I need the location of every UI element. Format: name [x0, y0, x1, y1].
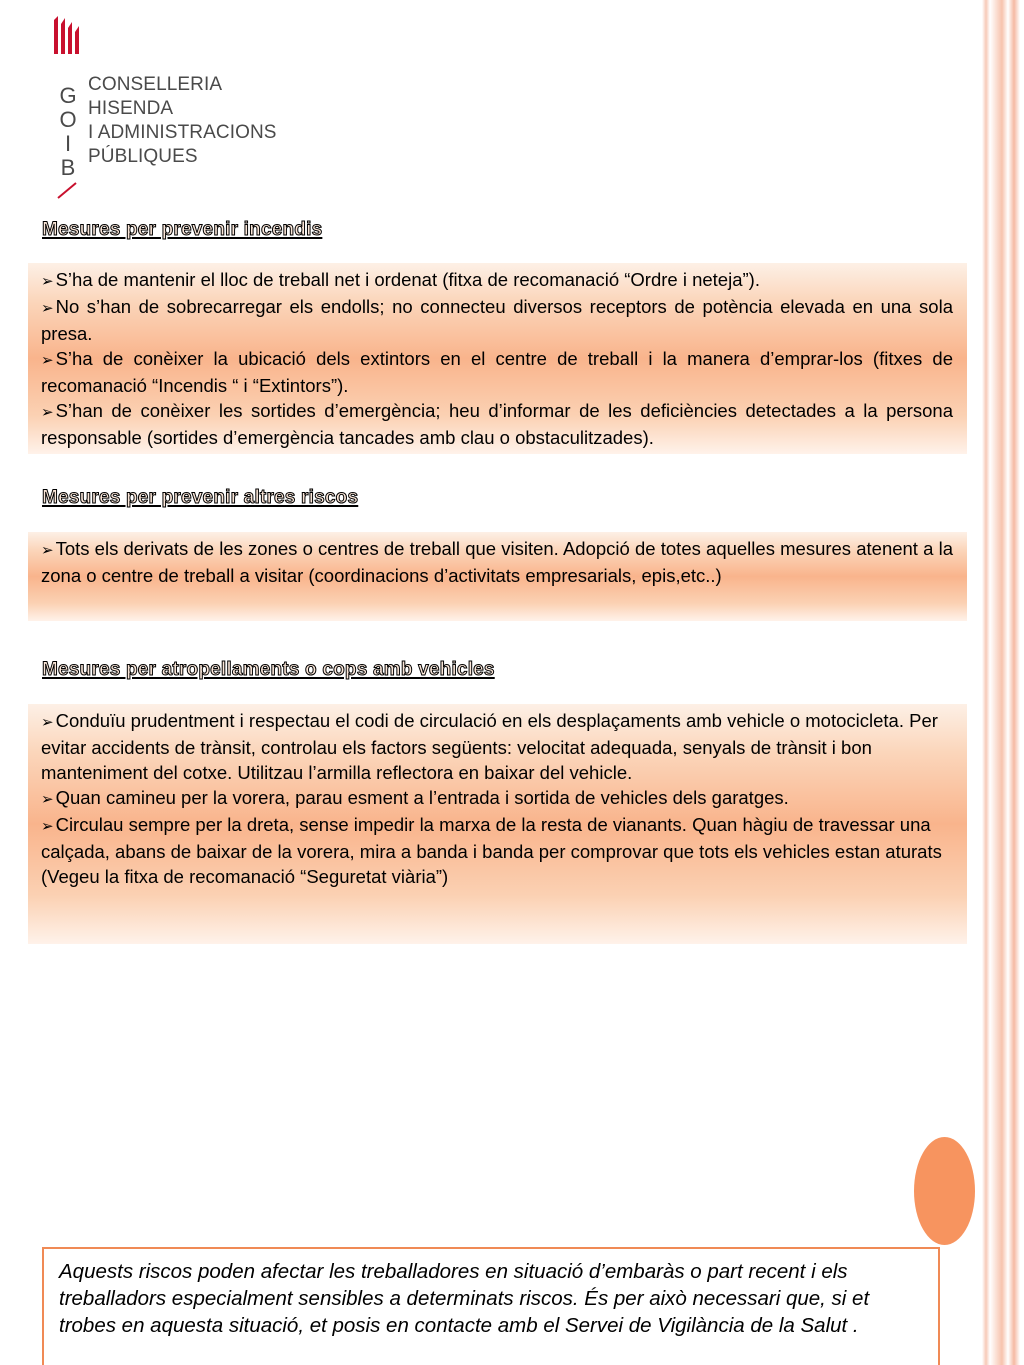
- list-item-text: S’ha de conèixer la ubicació dels extintors en el centre de treball i la manera d’emprar-los (fitxes de recomanació “Incendis “ i “Extintors”).: [41, 348, 953, 396]
- list-item: [41, 398, 953, 450]
- section-heading-vehicles: Mesures per atropellaments o cops amb vehicles: [42, 659, 495, 680]
- section-heading-incendis: Mesures per prevenir incendis: [42, 219, 323, 240]
- logo-letter: B: [60, 155, 76, 180]
- decorative-right-border: [982, 0, 1024, 1365]
- logo-line: HISENDA: [88, 98, 174, 119]
- section-box-altres-riscos: [28, 532, 967, 621]
- logo-line: PÚBLIQUES: [88, 146, 198, 167]
- section-heading-altres-riscos: Mesures per prevenir altres riscos: [42, 487, 359, 508]
- logo-line: CONSELLERIA: [88, 74, 223, 95]
- list-item: [41, 294, 953, 346]
- logo-slash-icon: [56, 180, 78, 200]
- arrow-bullet-icon: ➢: [41, 791, 54, 808]
- list-item: [41, 708, 953, 785]
- arrow-bullet-icon: ➢: [41, 404, 54, 421]
- list-item-text: No s’han de sobrecarregar els endolls; no connecteu diversos receptors de potència elevada en una sola presa.: [41, 296, 953, 344]
- list-item: [41, 346, 953, 398]
- arrow-bullet-icon: ➢: [41, 818, 54, 835]
- arrow-bullet-icon: ➢: [41, 352, 54, 369]
- list-item-text: Tots els derivats de les zones o centres de treball que visiten. Adopció de totes aquelles mesures atenent a la zona o centre de treball a visitar (coordinacions d’activitats empresarials, epis,etc..): [41, 538, 953, 586]
- list-item-text: Circulau sempre per la dreta, sense impedir la marxa de la resta de vianants. Quan hàgiu de travessar una calçada, abans de baixar de la vorera, mira a banda i banda per comprovar que tots els vehicles estan aturats (Vegeu la fitxa de recomanació “Seguretat viària”): [41, 814, 942, 887]
- arrow-bullet-icon: ➢: [41, 300, 54, 317]
- decorative-oval: [914, 1137, 975, 1245]
- arrow-bullet-icon: ➢: [41, 542, 54, 559]
- section-box-vehicles: [28, 704, 967, 944]
- logo-letter: O: [59, 107, 77, 132]
- arrow-bullet-icon: ➢: [41, 714, 54, 731]
- logo-line: I ADMINISTRACIONS: [88, 122, 277, 143]
- goib-emblem-icon: [52, 14, 82, 60]
- list-item-text: S’han de conèixer les sortides d’emergència; heu d’informar de les deficiències detectades a la persona responsable (sortides d’emergència tancades amb clau o obstaculitzades).: [41, 400, 953, 448]
- list-item: [41, 267, 953, 294]
- list-item: [41, 536, 953, 588]
- logo-letter: I: [64, 131, 72, 156]
- list-item: [41, 812, 953, 889]
- sensitivity-note: Aquests riscos poden afectar les treballadores en situació d’embaràs o part recent i els treballadors especialment sensibles a determinats riscos. És per això necessari que, si et trobes en aquesta situació, et posis en contacte amb el Servei de Vigilància de la Salut .: [42, 1247, 940, 1365]
- list-item-text: Conduïu prudentment i respectau el codi de circulació en els desplaçaments amb vehicle o motocicleta. Per evitar accidents de trànsit, controlau els factors següents: velocitat adequada, senyals de trànsit i bon manteniment del cotxe. Utilitzau l’armilla reflectora en baixar del vehicle.: [41, 710, 938, 783]
- logo-letters: [56, 84, 80, 180]
- list-item-text: Quan camineu per la vorera, parau esment a l’entrada i sortida de vehicles dels garatges.: [55, 787, 789, 808]
- arrow-bullet-icon: ➢: [41, 273, 54, 290]
- list-item: [41, 785, 953, 812]
- logo-letter: G: [59, 83, 77, 108]
- list-item-text: S’ha de mantenir el lloc de treball net i ordenat (fitxa de recomanació “Ordre i neteja”).: [55, 269, 760, 290]
- section-box-incendis: [28, 263, 967, 454]
- logo-department-name: [88, 73, 348, 169]
